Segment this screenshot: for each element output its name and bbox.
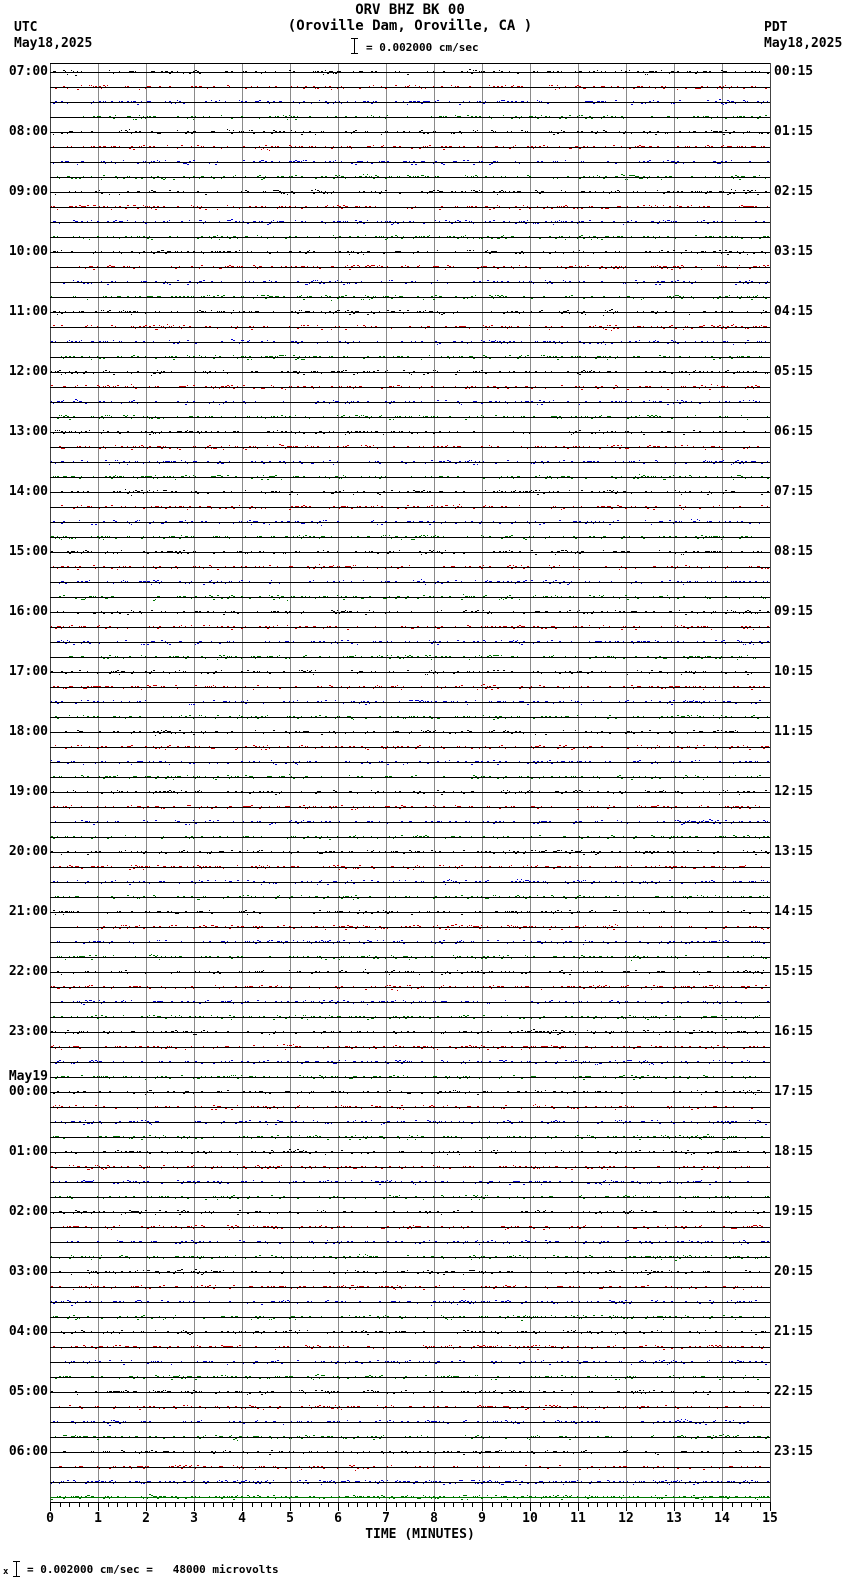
trace-row xyxy=(50,1166,770,1170)
utc-hour-label: 23:00 xyxy=(8,1024,48,1039)
trace-row xyxy=(50,731,770,736)
footer-scale-bar-icon xyxy=(11,1560,23,1578)
pdt-hour-label: 03:15 xyxy=(774,244,814,259)
pdt-hour-label: 15:15 xyxy=(774,964,814,979)
date-right-label: May18,2025 xyxy=(764,36,843,51)
pdt-hour-label: 18:15 xyxy=(774,1144,814,1159)
trace-row xyxy=(50,986,770,991)
trace-row xyxy=(50,490,770,496)
trace-row xyxy=(50,1226,770,1230)
pdt-hour-label: 12:15 xyxy=(774,784,814,799)
trace-row xyxy=(50,266,770,270)
trace-row xyxy=(50,461,770,465)
trace-row xyxy=(50,1061,770,1065)
pdt-hour-label: 22:15 xyxy=(774,1384,814,1399)
utc-hour-label: 08:00 xyxy=(8,124,48,139)
utc-hour-label: 07:00 xyxy=(8,64,48,79)
trace-row xyxy=(50,1316,770,1321)
axis-tick-label: 10 xyxy=(522,1511,538,1526)
pdt-hour-label: 04:15 xyxy=(774,304,814,319)
axis-tick-label: 0 xyxy=(46,1511,54,1526)
page-title: ORV BHZ BK 00 xyxy=(355,2,465,18)
trace-row xyxy=(50,220,770,225)
utc-hour-label: 01:00 xyxy=(8,1144,48,1159)
trace-row xyxy=(50,1001,770,1005)
utc-hour-label: 06:00 xyxy=(8,1444,48,1459)
trace-row xyxy=(50,1211,770,1215)
pdt-hour-label: 00:15 xyxy=(774,64,814,79)
utc-hour-label: 09:00 xyxy=(8,184,48,199)
trace-row xyxy=(50,791,770,795)
trace-row xyxy=(50,1016,770,1020)
pdt-hour-label: 07:15 xyxy=(774,484,814,499)
utc-hour-label: 11:00 xyxy=(8,304,48,319)
trace-row xyxy=(50,1361,770,1365)
utc-hour-label: 13:00 xyxy=(8,424,48,439)
trace-row xyxy=(50,836,770,840)
trace-row xyxy=(50,416,770,420)
trace-row xyxy=(50,1150,770,1155)
trace-row xyxy=(50,445,770,450)
trace-row xyxy=(50,281,770,285)
trace-row xyxy=(50,130,770,135)
trace-row xyxy=(50,1331,770,1335)
trace-row xyxy=(50,1285,770,1290)
utc-hour-label: 05:00 xyxy=(8,1384,48,1399)
pdt-hour-label: 10:15 xyxy=(774,664,814,679)
pdt-hour-label: 13:15 xyxy=(774,844,814,859)
trace-row xyxy=(50,296,770,301)
pdt-hour-label: 23:15 xyxy=(774,1444,814,1459)
trace-row xyxy=(50,1030,770,1035)
trace-row xyxy=(50,866,770,870)
pdt-hour-label: 05:15 xyxy=(774,364,814,379)
trace-row xyxy=(50,1391,770,1395)
trace-row xyxy=(50,806,770,810)
amplitude-scale-text: = 0.002000 cm/sec xyxy=(366,41,479,54)
trace-row xyxy=(50,925,770,930)
pdt-hour-label: 17:15 xyxy=(774,1084,814,1099)
trace-row xyxy=(50,970,770,975)
axis-tick-label: 4 xyxy=(238,1511,246,1526)
pdt-hour-label: 20:15 xyxy=(774,1264,814,1279)
footer-scale-multiplier: x xyxy=(3,1567,9,1577)
trace-row xyxy=(50,236,770,240)
trace-row xyxy=(50,1466,770,1471)
axis-tick-label: 11 xyxy=(570,1511,586,1526)
trace-row xyxy=(50,1105,770,1110)
trace-row xyxy=(50,656,770,660)
axis-tick-label: 12 xyxy=(618,1511,634,1526)
trace-row xyxy=(50,100,770,105)
axis-tick-label: 15 xyxy=(762,1511,778,1526)
utc-hour-label: 16:00 xyxy=(8,604,48,619)
utc-hour-label: 03:00 xyxy=(8,1264,48,1279)
utc-hour-label: 20:00 xyxy=(8,844,48,859)
trace-row xyxy=(50,955,770,961)
trace-row xyxy=(50,1121,770,1125)
trace-row xyxy=(50,611,770,615)
axis-tick-label: 9 xyxy=(478,1511,486,1526)
utc-hour-label: 18:00 xyxy=(8,724,48,739)
trace-row xyxy=(50,1181,770,1185)
trace-row xyxy=(50,310,770,316)
axis-tick-label: 13 xyxy=(666,1511,682,1526)
trace-row xyxy=(50,1301,770,1306)
trace-row xyxy=(50,1406,770,1410)
utc-hour-label: 02:00 xyxy=(8,1204,48,1219)
trace-row xyxy=(50,175,770,180)
axis-tick-label: 6 xyxy=(334,1511,342,1526)
pdt-hour-label: 09:15 xyxy=(774,604,814,619)
pdt-hour-label: 01:15 xyxy=(774,124,814,139)
axis-tick-label: 8 xyxy=(430,1511,438,1526)
trace-row xyxy=(50,190,770,195)
trace-row xyxy=(50,206,770,210)
trace-row xyxy=(50,1255,770,1261)
pdt-hour-label: 14:15 xyxy=(774,904,814,919)
trace-row xyxy=(50,775,770,780)
timezone-right-label: PDT xyxy=(764,20,788,35)
timezone-left-label: UTC xyxy=(14,20,38,35)
trace-row xyxy=(50,86,770,90)
trace-row xyxy=(50,70,770,76)
trace-row xyxy=(50,400,770,405)
axis-tick-label: 1 xyxy=(94,1511,102,1526)
trace-row xyxy=(50,146,770,151)
utc-hour-label: 00:00 xyxy=(8,1084,48,1099)
trace-row xyxy=(50,1091,770,1095)
pdt-hour-label: 02:15 xyxy=(774,184,814,199)
pdt-hour-label: 19:15 xyxy=(774,1204,814,1219)
trace-row xyxy=(50,1375,770,1380)
utc-hour-label: 22:00 xyxy=(8,964,48,979)
axis-tick-label: 3 xyxy=(190,1511,198,1526)
trace-row xyxy=(50,520,770,526)
trace-row xyxy=(50,880,770,885)
utc-hour-label: 10:00 xyxy=(8,244,48,259)
utc-date-rollover-label: May19 xyxy=(8,1069,48,1084)
trace-row xyxy=(50,671,770,675)
trace-row xyxy=(50,1076,770,1080)
utc-hour-label: 15:00 xyxy=(8,544,48,559)
trace-row xyxy=(50,1045,770,1050)
trace-row xyxy=(50,475,770,480)
trace-row xyxy=(50,385,770,390)
trace-noise xyxy=(59,445,759,450)
trace-row xyxy=(50,685,770,690)
utc-hour-label: 21:00 xyxy=(8,904,48,919)
trace-row xyxy=(50,551,770,555)
pdt-hour-label: 06:15 xyxy=(774,424,814,439)
utc-hour-label: 14:00 xyxy=(8,484,48,499)
trace-row xyxy=(50,356,770,360)
trace-row xyxy=(50,251,770,255)
trace-row xyxy=(50,716,770,720)
utc-hour-label: 04:00 xyxy=(8,1324,48,1339)
station-location: (Oroville Dam, Oroville, CA ) xyxy=(287,18,533,34)
axis-tick-label: 7 xyxy=(382,1511,390,1526)
pdt-hour-label: 11:15 xyxy=(774,724,814,739)
axis-tick-label: 14 xyxy=(714,1511,730,1526)
trace-row xyxy=(50,820,770,825)
trace-row xyxy=(50,941,770,945)
x-axis-title: TIME (MINUTES) xyxy=(365,1527,475,1542)
trace-row xyxy=(50,505,770,510)
trace-row xyxy=(50,161,770,165)
axis-tick-label: 2 xyxy=(142,1511,150,1526)
trace-row xyxy=(50,340,770,345)
trace-row xyxy=(50,1196,770,1200)
trace-row xyxy=(50,1435,770,1441)
trace-row xyxy=(50,1135,770,1140)
utc-hour-label: 19:00 xyxy=(8,784,48,799)
date-left-label: May18,2025 xyxy=(14,36,93,51)
trace-row xyxy=(50,325,770,331)
utc-hour-label: 17:00 xyxy=(8,664,48,679)
trace-row xyxy=(50,1270,770,1275)
trace-row xyxy=(50,431,770,435)
trace-row xyxy=(50,595,770,601)
footer-scale-note: = 0.002000 cm/sec = 48000 microvolts xyxy=(27,1563,279,1576)
trace-row xyxy=(50,536,770,540)
trace-row xyxy=(50,911,770,915)
trace-row xyxy=(50,1495,770,1500)
trace-row xyxy=(50,1451,770,1455)
trace-row xyxy=(50,851,770,855)
trace-row xyxy=(50,896,770,900)
pdt-hour-label: 16:15 xyxy=(774,1024,814,1039)
trace-row xyxy=(50,580,770,585)
trace-row xyxy=(50,116,770,120)
utc-hour-label: 12:00 xyxy=(8,364,48,379)
trace-row xyxy=(50,371,770,376)
trace-row xyxy=(50,746,770,750)
trace-row xyxy=(50,1346,770,1350)
trace-row xyxy=(50,1420,770,1426)
pdt-hour-label: 21:15 xyxy=(774,1324,814,1339)
trace-row xyxy=(50,1241,770,1245)
pdt-hour-label: 08:15 xyxy=(774,544,814,559)
trace-row xyxy=(50,565,770,570)
trace-row xyxy=(50,626,770,630)
trace-row xyxy=(50,641,770,645)
trace-row xyxy=(50,761,770,765)
axis-tick-label: 5 xyxy=(286,1511,294,1526)
trace-row xyxy=(50,701,770,705)
trace-row xyxy=(50,1481,770,1485)
